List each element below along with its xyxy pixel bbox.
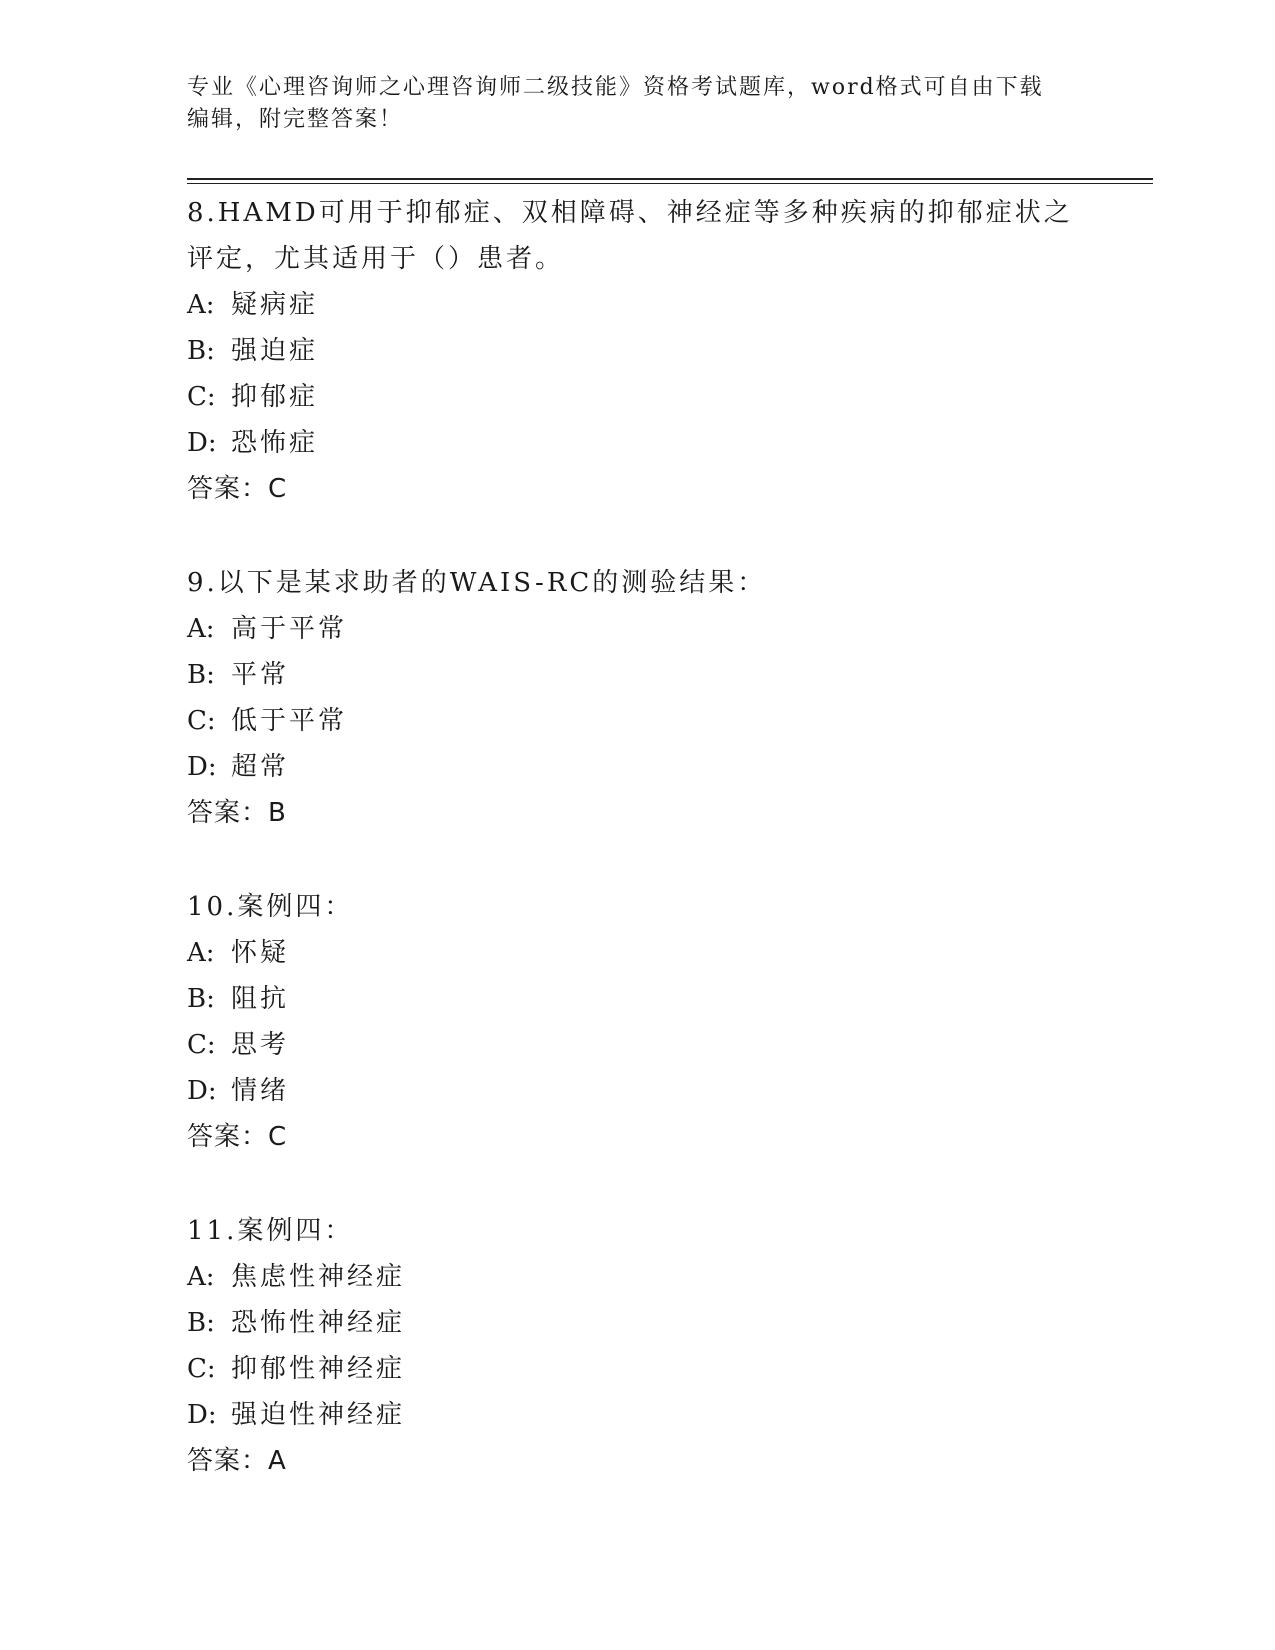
option-c xyxy=(187,698,1087,744)
option-b xyxy=(187,1300,1087,1346)
option-key: A: xyxy=(187,1262,215,1292)
option-key: B: xyxy=(187,336,215,366)
question-stem: 11.案例四： xyxy=(187,1216,354,1246)
question-10 xyxy=(187,884,1087,1160)
answer-line: 答案：B xyxy=(187,798,287,828)
option-text: 怀疑 xyxy=(231,938,290,968)
question-stem: 10.案例四： xyxy=(187,892,354,922)
option-text: 焦虑性神经症 xyxy=(231,1262,406,1292)
question-11 xyxy=(187,1208,1087,1484)
option-text: 思考 xyxy=(231,1030,290,1060)
question-9 xyxy=(187,560,1087,836)
option-key: A: xyxy=(187,938,215,968)
option-text: 抑郁性神经症 xyxy=(231,1354,406,1384)
option-a xyxy=(187,282,1087,328)
option-text: 恐怖症 xyxy=(231,428,319,458)
option-key: C: xyxy=(187,706,216,736)
document-header: 专业《心理咨询师之心理咨询师二级技能》资格考试题库，word格式可自由下载编辑，附完整答案！ xyxy=(187,75,1044,132)
option-text: 低于平常 xyxy=(231,706,348,736)
option-text: 阻抗 xyxy=(231,984,290,1014)
option-text: 恐怖性神经症 xyxy=(231,1308,406,1338)
option-d xyxy=(187,744,1087,790)
option-d xyxy=(187,1068,1087,1114)
option-key: A: xyxy=(187,290,215,320)
option-a xyxy=(187,930,1087,976)
option-b xyxy=(187,652,1087,698)
option-key: A: xyxy=(187,614,215,644)
option-b xyxy=(187,328,1087,374)
option-b xyxy=(187,976,1087,1022)
option-text: 强迫性神经症 xyxy=(231,1400,406,1430)
header-rule-thin xyxy=(187,183,1153,184)
option-key: C: xyxy=(187,1354,216,1384)
option-text: 强迫症 xyxy=(231,336,319,366)
option-key: C: xyxy=(187,382,216,412)
option-text: 超常 xyxy=(231,752,290,782)
option-text: 疑病症 xyxy=(231,290,319,320)
answer-line: 答案：C xyxy=(187,1122,288,1152)
option-c xyxy=(187,374,1087,420)
answer-line: 答案：C xyxy=(187,474,288,504)
question-list xyxy=(187,190,1087,1532)
option-key: B: xyxy=(187,660,215,690)
option-key: D: xyxy=(187,752,217,782)
option-key: C: xyxy=(187,1030,216,1060)
answer-line: 答案：A xyxy=(187,1446,287,1476)
question-stem: 8.HAMD可用于抑郁症、双相障碍、神经症等多种疾病的抑郁症状之评定，尤其适用于（）患者。 xyxy=(187,198,1073,274)
option-key: D: xyxy=(187,428,217,458)
option-text: 平常 xyxy=(231,660,290,690)
option-key: B: xyxy=(187,1308,215,1338)
header-rule-thick xyxy=(187,178,1153,180)
option-c xyxy=(187,1022,1087,1068)
question-stem: 9.以下是某求助者的WAIS-RC的测验结果： xyxy=(187,568,767,598)
option-key: D: xyxy=(187,1400,217,1430)
option-a xyxy=(187,1254,1087,1300)
option-text: 情绪 xyxy=(231,1076,290,1106)
option-key: D: xyxy=(187,1076,217,1106)
option-d xyxy=(187,420,1087,466)
option-text: 高于平常 xyxy=(231,614,348,644)
option-c xyxy=(187,1346,1087,1392)
option-key: B: xyxy=(187,984,215,1014)
option-text: 抑郁症 xyxy=(231,382,319,412)
question-8 xyxy=(187,190,1087,512)
option-d xyxy=(187,1392,1087,1438)
option-a xyxy=(187,606,1087,652)
